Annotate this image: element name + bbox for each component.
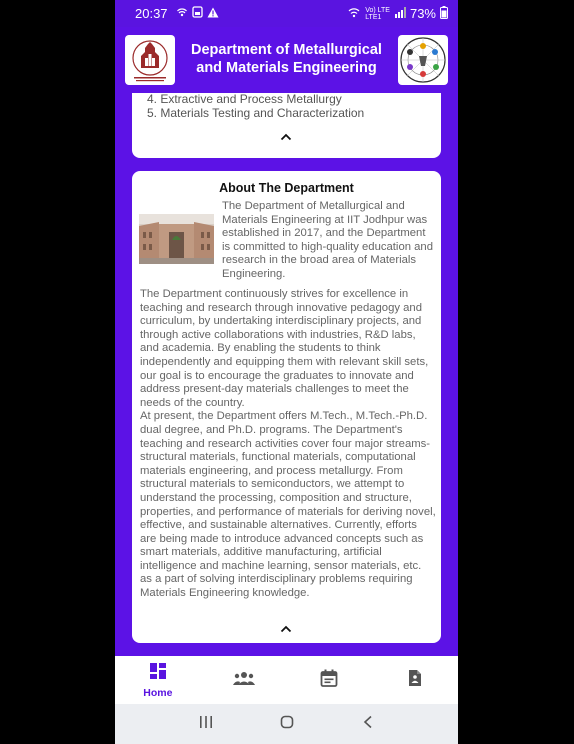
phone-screen — [115, 0, 458, 744]
storage-icon — [192, 6, 203, 21]
department-building-image — [139, 214, 214, 264]
nav-home[interactable] — [115, 656, 201, 704]
status-bar — [115, 0, 458, 27]
streams-card — [132, 93, 441, 158]
about-intro-text: The Department of Metallurgical and Materials Engineering at IIT Jodhpur was established in 2017, and the Department is committed to high-quality education and research in the broad area of Materials Engineering. — [222, 200, 433, 280]
nav-people[interactable] — [201, 656, 287, 704]
back-arrow-icon[interactable] — [362, 715, 374, 734]
recent-apps-icon[interactable] — [199, 715, 213, 734]
about-title: About The Department — [219, 181, 354, 195]
status-right-group — [347, 6, 448, 22]
collapse-chevron-up-icon[interactable] — [278, 131, 294, 143]
iit-jodhpur-logo — [125, 35, 175, 85]
streams-list — [147, 93, 364, 120]
calendar-icon — [320, 669, 338, 692]
dashboard-icon — [149, 662, 167, 685]
battery-percent: 73% — [409, 6, 436, 21]
about-card — [132, 171, 441, 643]
battery-icon — [440, 6, 448, 22]
alert-icon — [207, 7, 219, 21]
hotspot-icon — [176, 6, 188, 21]
bottom-navigation — [115, 656, 458, 704]
alarm-icon — [347, 6, 361, 21]
about-paragraph: At present, the Department offers M.Tech., M.Tech.-Ph.D. dual degree, and Ph.D. programs. The Department's teaching and research activities cover four major streams- structural materials, functional materials, computational materials engineering, and process metallurgy. From structural materials to semiconductors, we attempt to understand the processing, composition and structure, properties, and performance of materials for deriving novel, effective, and sustainable alternatives. Currently, efforts are being made to introduce advanced concepts such as smart materials, additive manufacturing, artificial intelligence and machine learning, sensor materials, etc. as a part of solving interdisciplinary problems requiring Materials Engineering knowledge. — [140, 410, 436, 600]
list-item: 5. Materials Testing and Characterization — [147, 106, 365, 120]
nav-documents[interactable] — [372, 656, 458, 704]
network-type: Vo) LTE LTE1 — [365, 6, 390, 21]
status-time: 20:37 — [135, 6, 168, 21]
people-icon — [233, 671, 255, 690]
document-icon — [407, 669, 423, 692]
nav-home-label: Home — [143, 686, 173, 699]
collapse-chevron-up-icon[interactable] — [278, 623, 294, 635]
app-header — [115, 27, 458, 93]
nav-calendar[interactable] — [287, 656, 373, 704]
about-body — [140, 288, 436, 601]
list-item: 4. Extractive and Process Metallurgy — [147, 93, 342, 106]
main-content[interactable] — [115, 93, 458, 656]
home-button-icon[interactable] — [280, 715, 294, 734]
about-paragraph: The Department continuously strives for excellence in teaching and research through innovative pedagogy and curriculum, by undertaking interdisciplinary projects, and through active collaborations with industries, R&D labs, and academia. By enabling the students to think independently and equipping them with relevant skill sets, our goal is to encourage the graduates to innovate and address present-day materials challenges to meet the needs of the country. — [140, 288, 429, 409]
signal-icon — [394, 7, 406, 21]
department-logo — [398, 35, 448, 85]
app-title: Department of Metallurgical and Materials Engineering — [191, 42, 382, 76]
system-navigation-bar — [115, 704, 458, 744]
